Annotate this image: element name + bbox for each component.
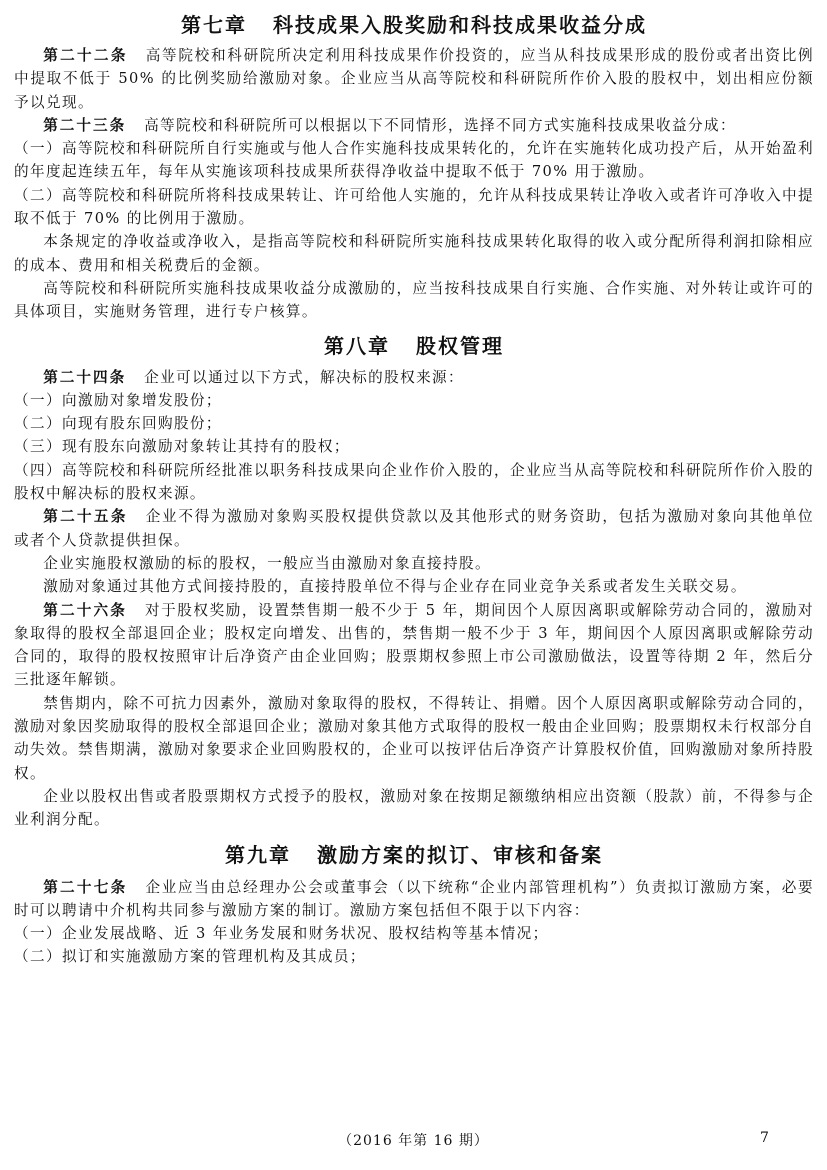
chapter-number: 第九章 — [225, 842, 291, 867]
page-number: 7 — [760, 1130, 769, 1146]
article-label: 第二十四条 — [43, 368, 127, 386]
document-page — [14, 6, 814, 969]
article-24-item-3: （三）现有股东向激励对象转让其持有的股权； — [14, 438, 350, 456]
article-27-item-1: （一）企业发展战略、近 3 年业务发展和财务状况、股权结构等基本情况； — [14, 925, 549, 943]
article-23-paragraph-4: 高等院校和科研院所实施科技成果收益分成激励的，应当按科技成果自行实施、合作实施、对外转让或许可的具体项目，实施财务管理，进行专户核算。 — [14, 279, 814, 321]
article-22 — [14, 44, 814, 114]
article-label: 第二十五条 — [43, 508, 128, 526]
article-25 — [14, 505, 814, 552]
article-23-item-2: （二）高等院校和科研院所将科技成果转让、许可给他人实施的，允许从科技成果转让净收入或者许可净收入中提取不低于 70% 的比例用于激励。 — [14, 186, 814, 228]
article-label: 第二十三条 — [43, 116, 127, 134]
chapter-title: 股权管理 — [416, 333, 504, 358]
article-23-item-1: （一）高等院校和科研院所自行实施或与他人合作实施科技成果转化的，允许在实施转化成功投产后，从开始盈利的年度起连续五年，每年从实施该项科技成果所获得净收益中提取不低于 70% 用于激励。 — [14, 140, 814, 181]
article-label: 第二十七条 — [43, 878, 128, 896]
article-25-paragraph-3: 激励对象通过其他方式间接持股的，直接持股单位不得与企业存在同业竞争关系或者发生关联交易。 — [43, 578, 747, 596]
article-text: 企业应当由总经理办公会或董事会（以下统称“企业内部管理机构”）负责拟订激励方案，必要时可以聘请中介机构共同参与激励方案的制订。激励方案包括但不限于以下内容： — [14, 878, 814, 919]
issue-label: （2016 年第 16 期） — [338, 1133, 489, 1149]
article-label: 第二十二条 — [43, 47, 128, 64]
chapter-8-heading — [14, 326, 814, 366]
article-text: 对于股权奖励，设置禁售期一般不少于 5 年，期间因个人原因离职或解除劳动合同的，激励对象取得的股权全部退回企业；股权定向增发、出售的，禁售期一般不少于 3 年，期间因个人原因离职或解除劳动合同的，取得的股权按照审计后净资产由企业回购；股票期权参照上市公司激励做法，设置等待期 2 年，然后分三批逐年解锁。 — [14, 601, 814, 689]
chapter-9-heading — [14, 834, 814, 876]
article-24-item-2: （二）向现有股东回购股份； — [14, 415, 222, 433]
chapter-title: 激励方案的拟订、审核和备案 — [317, 842, 603, 867]
chapter-number: 第七章 — [181, 13, 247, 37]
chapter-7-heading — [14, 6, 814, 44]
article-text: 企业不得为激励对象购买股权提供贷款以及其他形式的财务资助，包括为激励对象向其他单位或者个人贷款提供担保。 — [14, 508, 814, 549]
article-label: 第二十六条 — [43, 601, 127, 619]
page-footer — [0, 1130, 827, 1150]
article-27 — [14, 876, 814, 923]
article-27-item-2: （二）拟订和实施激励方案的管理机构及其成员； — [14, 948, 366, 966]
chapter-title: 科技成果入股奖励和科技成果收益分成 — [273, 13, 647, 37]
article-26-paragraph-2: 禁售期内，除不可抗力因素外，激励对象取得的股权，不得转让、捐赠。因个人原因离职或解除劳动合同的，激励对象因奖励取得的股权全部退回企业；激励对象其他方式取得的股权一般由企业回购；股票期权未行权部分自动失效。禁售期满，激励对象要求企业回购股权的，企业可以按评估后净资产计算股权价值，回购激励对象所持股权。 — [14, 694, 814, 782]
article-25-paragraph-2: 企业实施股权激励的标的股权，一般应当由激励对象直接持股。 — [43, 554, 492, 572]
article-text: 企业可以通过以下方式，解决标的股权来源： — [144, 368, 465, 386]
article-24-item-4: （四）高等院校和科研院所经批准以职务科技成果向企业作价入股的，企业应当从高等院校和科研院所作价入股的股权中解决标的股权来源。 — [14, 461, 814, 503]
article-26-paragraph-3: 企业以股权出售或者股票期权方式授予的股权，激励对象在按期足额缴纳相应出资额（股款）前，不得参与企业利润分配。 — [14, 787, 814, 829]
article-text: 高等院校和科研院所决定利用科技成果作价投资的，应当从科技成果形成的股份或者出资比例中提取不低于 50% 的比例奖励给激励对象。企业应当从高等院校和科研院所作价入股的股权中，划出相应份额予以兑现。 — [14, 47, 814, 111]
article-24-item-1: （一）向激励对象增发股份； — [14, 391, 222, 409]
article-26 — [14, 599, 814, 692]
article-23-paragraph-3: 本条规定的净收益或净收入，是指高等院校和科研院所实施科技成果转化取得的收入或分配所得利润扣除相应的成本、费用和相关税费后的金额。 — [14, 233, 814, 274]
article-text: 高等院校和科研院所可以根据以下不同情形，选择不同方式实施科技成果收益分成： — [144, 116, 736, 134]
article-24 — [14, 366, 814, 389]
article-23 — [14, 114, 814, 137]
chapter-number: 第八章 — [324, 333, 390, 358]
